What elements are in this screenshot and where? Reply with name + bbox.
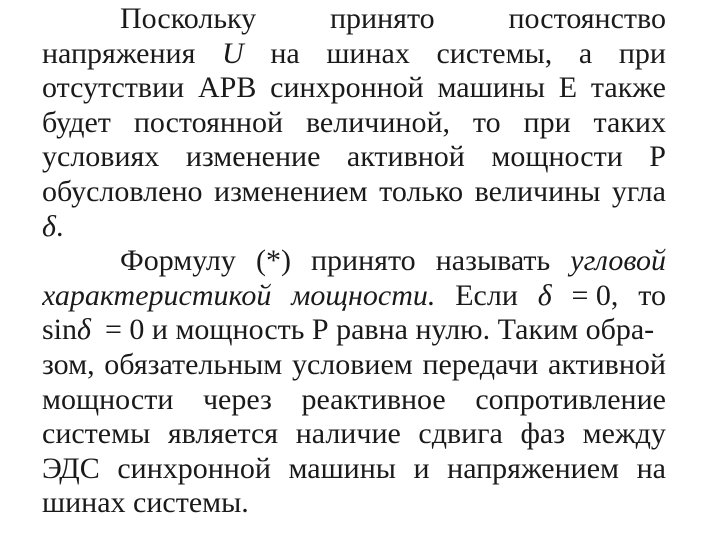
word: отсутствии bbox=[42, 71, 185, 105]
word: АРВ bbox=[197, 71, 257, 105]
word: обусловлено bbox=[42, 174, 203, 208]
word: шинах bbox=[326, 36, 410, 70]
word: будет bbox=[42, 105, 111, 139]
text-body bbox=[42, 2, 666, 521]
delta-symbol: δ bbox=[42, 209, 56, 243]
word: синхронной bbox=[117, 451, 271, 485]
sentence: = 0 и мощность Р равна нулю. Таким обра- bbox=[104, 313, 655, 347]
sentence: шинах системы. bbox=[42, 486, 249, 520]
word: между bbox=[582, 417, 666, 451]
word: ЭДС bbox=[42, 451, 100, 485]
paragraph2-line3 bbox=[42, 313, 666, 348]
paragraph2-line1 bbox=[42, 244, 666, 279]
paragraph1-line7 bbox=[42, 210, 666, 245]
word: через bbox=[202, 382, 272, 416]
paragraph1-line6 bbox=[42, 175, 666, 210]
paragraph2-line2 bbox=[42, 279, 666, 314]
word: условием bbox=[291, 347, 413, 381]
word: и bbox=[413, 451, 430, 485]
word: обязательным bbox=[104, 347, 283, 381]
term-word: угловой bbox=[570, 244, 666, 278]
word: угла bbox=[611, 174, 666, 208]
sin-function: sin bbox=[42, 313, 78, 347]
word: на bbox=[270, 36, 300, 70]
word: напряжением bbox=[447, 451, 620, 485]
word: передачи bbox=[422, 347, 539, 381]
word: = 0, bbox=[571, 278, 619, 312]
word: на bbox=[636, 451, 666, 485]
word: Поскольку bbox=[120, 2, 257, 35]
word: то bbox=[638, 278, 666, 312]
word: системы bbox=[42, 417, 151, 451]
word: называть bbox=[435, 244, 551, 278]
word: сдвига bbox=[418, 417, 503, 451]
word: зом, bbox=[42, 347, 95, 381]
paragraph2-line5 bbox=[42, 383, 666, 418]
word: величиной, bbox=[305, 105, 451, 139]
word: таких bbox=[593, 105, 666, 139]
word: Если bbox=[455, 278, 518, 312]
word: фаз bbox=[520, 417, 566, 451]
period: . bbox=[55, 209, 64, 243]
word: постоянной bbox=[133, 105, 284, 139]
word: Р bbox=[649, 140, 666, 174]
word: то bbox=[472, 105, 501, 139]
paragraph2-line7 bbox=[42, 452, 666, 487]
word: системы, bbox=[436, 36, 553, 70]
word: является bbox=[167, 417, 279, 451]
word: а bbox=[578, 36, 593, 70]
word: машины bbox=[437, 71, 545, 105]
word: изменением bbox=[214, 174, 368, 208]
word: активной bbox=[548, 347, 666, 381]
word: условиях bbox=[42, 140, 160, 174]
word: синхронной bbox=[270, 71, 424, 105]
voltage-symbol: U bbox=[222, 36, 244, 70]
word: активной bbox=[346, 140, 465, 174]
paragraph1-line2 bbox=[42, 37, 666, 72]
word: Е bbox=[558, 71, 578, 105]
word: только bbox=[379, 174, 464, 208]
word: мощности bbox=[42, 382, 174, 416]
word: также bbox=[590, 71, 666, 105]
word: принято bbox=[330, 2, 435, 35]
term-word: мощности. bbox=[291, 278, 436, 312]
delta-symbol: δ bbox=[77, 313, 91, 347]
paragraph1-line5 bbox=[42, 140, 666, 175]
paragraph2-line8 bbox=[42, 486, 666, 521]
word: при bbox=[523, 105, 571, 139]
word: Формулу bbox=[120, 244, 236, 278]
word: мощности bbox=[491, 140, 623, 174]
word: наличие bbox=[295, 417, 401, 451]
word: машины bbox=[288, 451, 396, 485]
word: при bbox=[618, 36, 666, 70]
word: (*) bbox=[255, 244, 291, 278]
paragraph2-line4 bbox=[42, 348, 666, 383]
word: величины bbox=[474, 174, 601, 208]
paragraph2-line6 bbox=[42, 417, 666, 452]
word: изменение bbox=[185, 140, 321, 174]
term-word: характеристикой bbox=[42, 278, 272, 312]
paragraph1-line4 bbox=[42, 106, 666, 141]
word: напряжения bbox=[42, 36, 196, 70]
word: принято bbox=[311, 244, 416, 278]
paragraph1-line1 bbox=[42, 2, 666, 37]
word: реактивное bbox=[301, 382, 446, 416]
paragraph1-line3 bbox=[42, 71, 666, 106]
word: постоянство bbox=[508, 2, 666, 35]
delta-symbol: δ bbox=[537, 278, 552, 312]
word: сопротивление bbox=[475, 382, 666, 416]
